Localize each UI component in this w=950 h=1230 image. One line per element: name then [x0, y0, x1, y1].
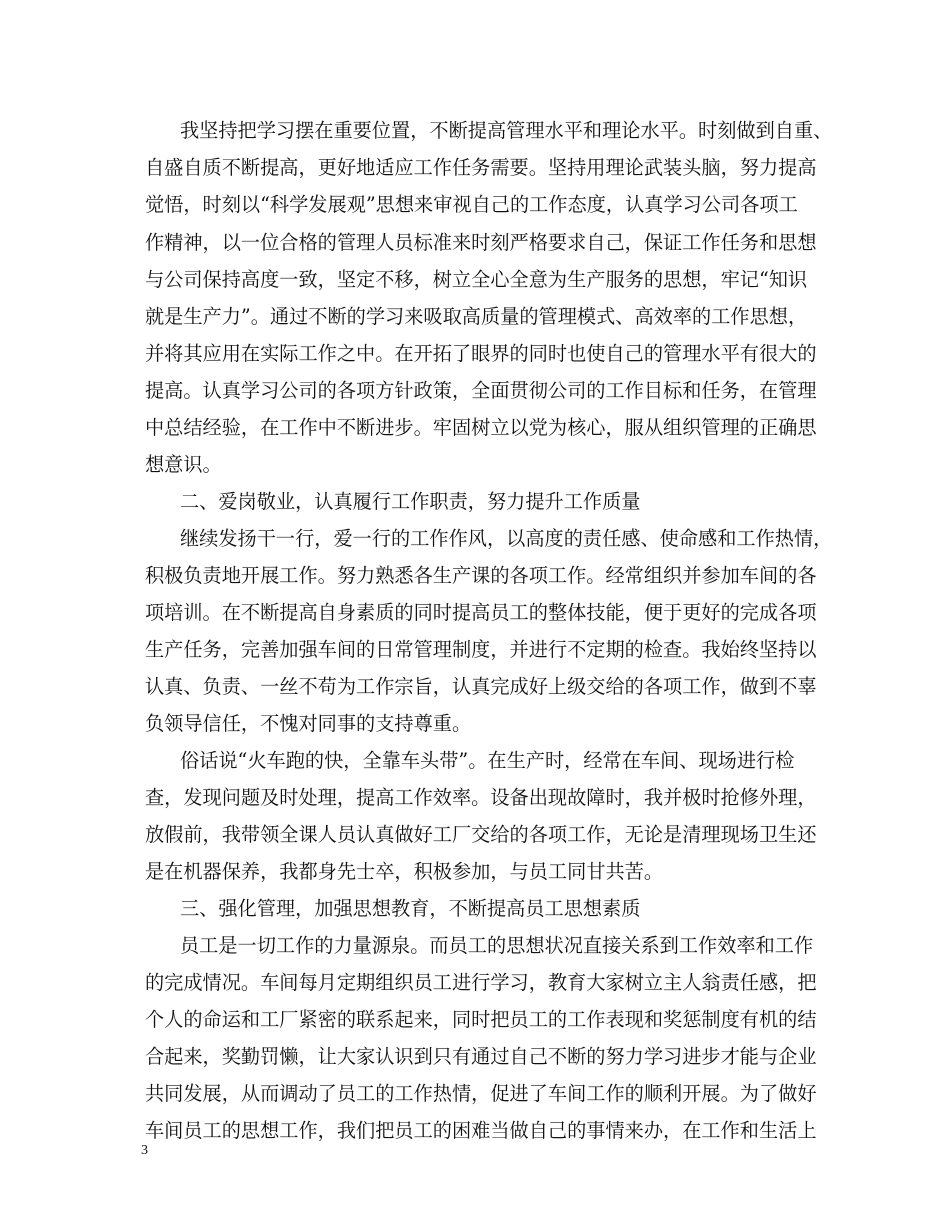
text-line: 个人的命运和工厂紧密的联系起来，同时把员工的工作表现和奖惩制度有机的结 — [145, 1008, 817, 1031]
text-line: 生产任务，完善加强车间的日常管理制度，并进行不定期的检查。我始终坚持以 — [145, 638, 817, 661]
text-line: 继续发扬干一行，爱一行的工作作风，以高度的责任感、使命感和工作热情， — [180, 527, 833, 550]
text-line: 放假前，我带领全课人员认真做好工厂交给的各项工作，无论是清理现场卫生还 — [145, 823, 817, 846]
text-line: 就是生产力”。通过不断的学习来吸取高质量的管理模式、高效率的工作思想， — [145, 305, 808, 328]
text-line: 员工是一切工作的力量源泉。而员工的思想状况直接关系到工作效率和工作 — [180, 934, 814, 957]
text-line: 是在机器保养，我都身先士卒，积极参加，与员工同甘共苦。 — [145, 860, 664, 883]
text-line: 提高。认真学习公司的各项方针政策，全面贯彻公司的工作目标和任务，在管理 — [145, 379, 817, 402]
text-line: 俗话说“火车跑的快，全靠车头带”。在生产时，经常在车间、现场进行检 — [180, 749, 795, 772]
text-line: 我坚持把学习摆在重要位置，不断提高管理水平和理论水平。时刻做到自重、 — [180, 119, 833, 142]
text-line: 中总结经验，在工作中不断进步。牢固树立以党为核心，服从组织管理的正确思 — [145, 416, 817, 439]
text-line: 查，发现问题及时处理，提高工作效率。设备出现故障时，我并极时抢修外理， — [145, 786, 817, 809]
text-line: 与公司保持高度一致，坚定不移，树立全心全意为生产服务的思想，牢记“知识 — [145, 268, 808, 291]
text-line: 自盛自质不断提高，更好地适应工作任务需要。坚持用理论武装头脑，努力提高 — [145, 156, 817, 179]
text-line: 并将其应用在实际工作之中。在开拓了眼界的同时也使自己的管理水平有很大的 — [145, 342, 817, 365]
page-number: 3 — [141, 1143, 148, 1158]
text-line: 项培训。在不断提高自身素质的同时提高员工的整体技能，便于更好的完成各项 — [145, 601, 817, 624]
text-line: 作精神，以一位合格的管理人员标准来时刻严格要求自己，保证工作任务和思想 — [145, 231, 817, 254]
text-line: 共同发展，从而调动了员工的工作热情，促进了车间工作的顺利开展。为了做好 — [145, 1082, 817, 1105]
text-line: 觉悟，时刻以“科学发展观”思想来审视自己的工作态度，认真学习公司各项工 — [145, 193, 798, 216]
text-line: 的完成情况。车间每月定期组织员工进行学习，教育大家树立主人翁责任感，把 — [145, 971, 817, 994]
text-line: 合起来，奖勤罚懒，让大家认识到只有通过自己不断的努力学习进步才能与企业 — [145, 1045, 817, 1068]
text-line: 认真、负责、一丝不苟为工作宗旨，认真完成好上级交给的各项工作，做到不辜 — [145, 675, 817, 698]
text-line: 负领导信任，不愧对同事的支持尊重。 — [145, 712, 472, 735]
text-line: 积极负责地开展工作。努力熟悉各生产课的各项工作。经常组织并参加车间的各 — [145, 564, 817, 587]
text-line: 车间员工的思想工作，我们把员工的困难当做自己的事情来办，在工作和生活上 — [145, 1119, 817, 1142]
section-heading: 三、强化管理，加强思想教育，不断提高员工思想素质 — [180, 897, 641, 920]
text-line: 想意识。 — [145, 453, 222, 476]
section-heading: 二、爱岗敬业，认真履行工作职责，努力提升工作质量 — [180, 490, 641, 513]
